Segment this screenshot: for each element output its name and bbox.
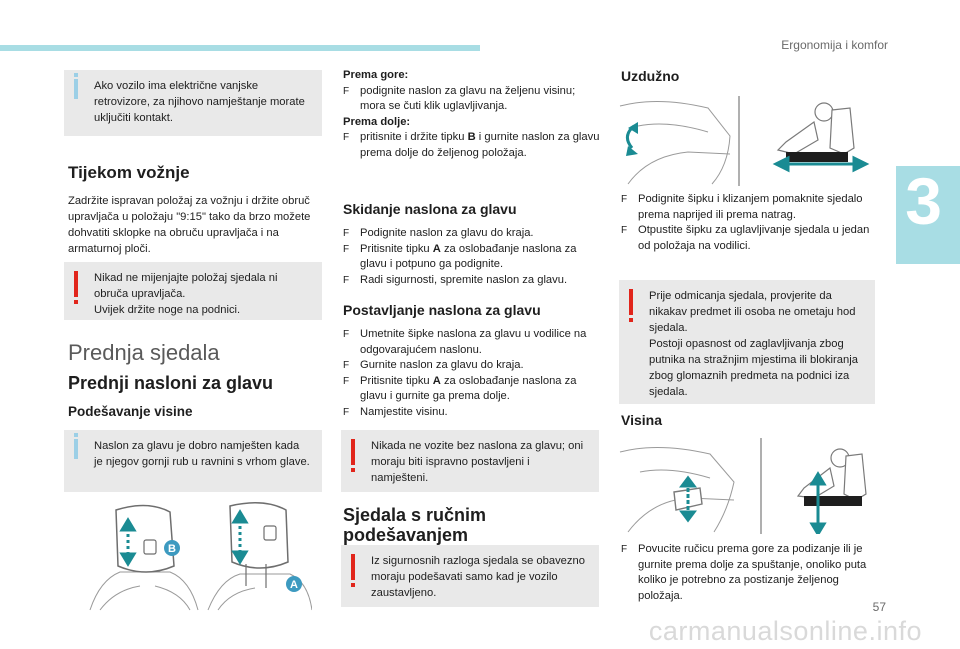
install-headrest-list [343, 327, 601, 420]
list-item: F Pritisnite tipku A za oslobađanje naslona za glavu i gurnite ga prema dolje. [343, 374, 601, 405]
watermark: carmanualsonline.info [648, 616, 922, 646]
warning-icon [74, 271, 78, 297]
remove-headrest-list [343, 226, 601, 288]
list-item: F Umetnite šipke naslona za glavu u vodilice na odgovarajućem naslonu. [343, 327, 601, 358]
height-adjust-title: Podešavanje visine [68, 404, 193, 419]
longitudinal-illustration [618, 96, 870, 186]
info-icon [74, 439, 78, 459]
longitudinal-title: Uzdužno [621, 68, 680, 84]
remove-headrest-title: Skidanje naslona za glavu [343, 201, 517, 217]
height-illustration [618, 438, 870, 534]
note-text: Ako vozilo ima električne vanjske retrovizore, za njihovo namještanje morate uključiti kontakt. [94, 80, 305, 124]
front-seats-title: Prednja sjedala [68, 340, 220, 365]
list-item: F Povucite ručicu prema gore za podizanje ili je gurnite prema dolje za spuštanje, onoliko puta koliko je potrebno za postizanje željenog položaja. [621, 542, 881, 604]
down-label: Prema dolje: [343, 115, 411, 128]
seat-cushion [804, 496, 862, 506]
seat-cushion [786, 152, 848, 162]
warning-note-manual [341, 545, 599, 607]
label-b: B [168, 543, 176, 555]
info-icon [74, 79, 78, 99]
warning-text: Nikada ne vozite bez naslona za glavu; oni moraju biti ispravno postavljeni i namješteni. [371, 440, 584, 484]
list-item: F Podignite naslon za glavu do kraja. [343, 226, 601, 242]
install-headrest-title: Postavljanje naslona za glavu [343, 302, 541, 318]
warning-text-1: Nikad ne mijenjajte položaj sjedala ni obruča upravljača. [94, 272, 278, 300]
warning-icon [351, 439, 355, 465]
warning-text-1: Prije odmicanja sjedala, provjerite da nikakav predmet ili osoba ne ometaju hod sjedala. [649, 290, 856, 334]
up-label: Prema gore: [343, 69, 409, 81]
headrest-illustration [80, 500, 312, 612]
info-note-headrest [64, 430, 322, 492]
list-item: F Podignite šipku i klizanjem pomaknite sjedalo prema naprijed ili prema natrag. [621, 192, 879, 223]
height-list [621, 542, 881, 604]
warning-note-headrest [341, 430, 599, 492]
driving-text: Zadržite ispravan položaj za vožnju i držite obruč upravljača u položaju "9:15" tako da brzo možete dohvatiti sklopke na obruču upravljača i na armaturnoj ploči. [68, 195, 311, 255]
warning-note-sliding [619, 280, 875, 404]
list-item: F Otpustite šipku za uglavljivanje sjedala u jedan od položaja na vodilici. [621, 223, 879, 254]
up-item: F podignite naslon za glavu na željenu visinu; mora se čuti klik uglavljivanja. [343, 84, 601, 115]
column-1 [64, 70, 322, 136]
page-number: 57 [872, 600, 886, 614]
manual-seats-title-line1: Sjedala s ručnim [343, 505, 487, 525]
list-item: F Namjestite visinu. [343, 405, 601, 421]
section-header-title: Ergonomija i komfor [781, 38, 888, 52]
label-a: A [290, 579, 298, 591]
warning-text-2: Postoji opasnost od zaglavljivanja zbog putnika na stražnjim mjestima ili blokiranja zbog glomaznih predmeta na podnici iza sjedala. [649, 338, 858, 398]
chapter-number: 3 [905, 164, 942, 238]
manual-seats-title-line2: podešavanjem [343, 525, 469, 545]
warning-text: Iz sigurnosnih razloga sjedala se obavezno moraju podešavati samo kad je vozilo zaustavljeno. [371, 555, 585, 599]
headrests-title: Prednji nasloni za glavu [68, 373, 274, 393]
warning-icon [351, 554, 355, 580]
warning-icon [629, 289, 633, 315]
driving-title: Tijekom vožnje [68, 163, 190, 182]
longitudinal-list [621, 192, 879, 254]
info-note-mirrors [64, 70, 322, 136]
warning-text-2: Uvijek držite noge na podnici. [94, 304, 241, 316]
height-title: Visina [621, 412, 662, 428]
column-2 [343, 68, 601, 161]
warning-note-driving [64, 262, 322, 320]
list-item: F Gurnite naslon za glavu do kraja. [343, 358, 601, 374]
list-item: F Radi sigurnosti, spremite naslon za glavu. [343, 273, 601, 289]
top-accent-bar [0, 45, 480, 51]
note-text: Naslon za glavu je dobro namješten kada je njegov gornji rub u ravnini s vrhom glave. [94, 440, 310, 468]
down-item: F pritisnite i držite tipku B i gurnite naslon za glavu prema dolje do željenog položaja. [343, 130, 601, 161]
list-item: F Pritisnite tipku A za oslobađanje naslona za glavu i potpuno ga podignite. [343, 242, 601, 273]
manual-seats-title [343, 505, 486, 545]
